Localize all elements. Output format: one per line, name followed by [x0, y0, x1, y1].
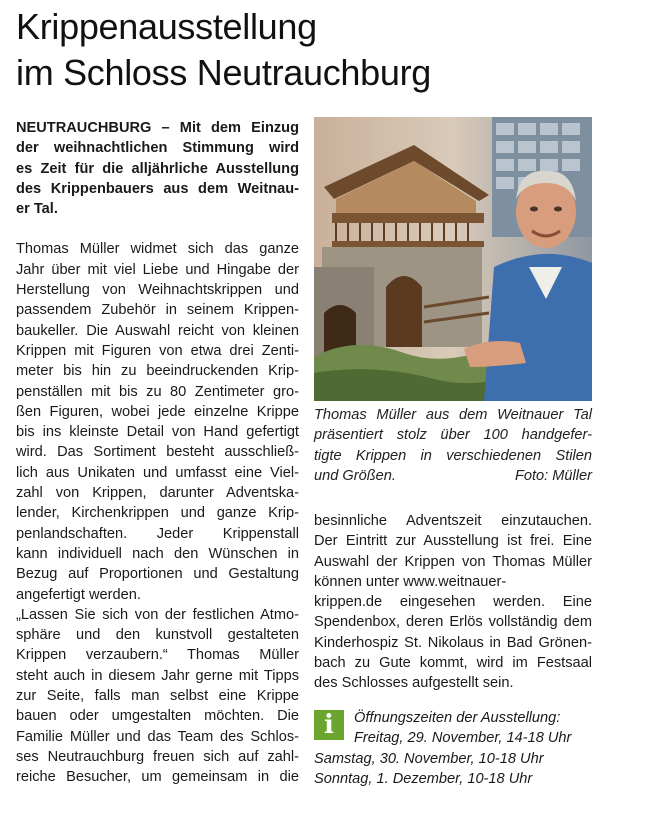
body-text-left: [16, 239, 299, 787]
body-line: Spendenbox, deren Erlös vollständig dem: [314, 614, 592, 631]
body-line: ßen Figuren, wobei jede einzelne Krippe: [16, 403, 299, 420]
caption-line: und Größen.: [314, 467, 396, 484]
body-line: bach zu Gute kommt, wird im Festsaal: [314, 655, 592, 672]
caption-line: präsentiert stolz über 100 handgefer-: [314, 427, 592, 444]
body-line: Der Eintritt zur Ausstellung ist frei. Eine: [314, 533, 592, 550]
body-line: sphäre und den kunstvoll gestalteten: [16, 627, 299, 644]
body-line: zahl von Krippen, darunter Adventska-: [16, 485, 299, 502]
body-line: des Schlosses aufgestellt sein.: [314, 675, 514, 692]
headline-line: im Schloss Neutrauchburg: [16, 52, 431, 93]
lead-line: es Zeit für die alljährliche Ausstellung: [16, 160, 299, 177]
body-line: kann individuell nach den Wünschen in: [16, 545, 299, 562]
body-line: „Lassen Sie sich von der festlichen Atmo-: [16, 606, 299, 623]
opening-hours-line: Freitag, 29. November, 14-18 Uhr: [354, 730, 572, 747]
lead-line: er Tal.: [16, 201, 58, 218]
photo-caption: [314, 405, 592, 486]
body-line: ses Neutrauchburg freuen sich auf zahl-: [16, 748, 299, 765]
article-photo: [314, 117, 592, 401]
photo-credit: Foto: Müller: [514, 467, 592, 484]
left-column: [16, 118, 299, 788]
body-line: meter bis hin zu beeindruckenden Krip-: [16, 363, 299, 380]
body-line: können unter www.weitnauer-: [314, 573, 507, 590]
article-lead: [16, 118, 299, 219]
caption-line: tigte Krippen in verschiedenen Stilen: [314, 447, 592, 464]
body-line: zur Seite, falls man selbst eine Krippe: [16, 688, 299, 705]
body-line: Krippen verzaubern.“ Thomas Müller: [16, 647, 299, 664]
body-line: lender, Kirchenkrippen und ganze Krip-: [16, 505, 299, 522]
body-line: penställen mit bis zu 80 Zentimeter gro-: [16, 383, 299, 400]
body-line: Familie Müller und das Team des Schlos-: [16, 728, 299, 745]
body-line: Herstellung von Weihnachtskrippen und: [16, 282, 299, 299]
body-line: krippen.de eingesehen werden. Eine: [314, 594, 592, 611]
body-line: Jahr über mit viel Liebe und Hingabe der: [16, 261, 299, 278]
body-line: Bezug auf Proportionen und Gestaltung: [16, 566, 299, 583]
body-line: wird. Das Sortiment besteht ausschließ-: [16, 444, 299, 461]
body-line: bauen oder umgestalten möchten. Die: [16, 708, 299, 725]
article-headline: [16, 4, 636, 96]
body-text-right: [314, 511, 592, 694]
body-line: baukeller. Die Auswahl reicht von kleinen: [16, 322, 299, 339]
body-line: bis ins kleinste Detail von Hand gefertigt: [16, 424, 299, 441]
opening-hours-title: Öffnungszeiten der Ausstellung:: [354, 710, 561, 726]
body-line: penlandschaften. Jeder Krippenstall: [16, 525, 299, 542]
body-line: Kinderhospiz St. Nikolaus in Bad Grönen-: [314, 634, 592, 651]
body-line: lich aus Unikaten und umfasst eine Viel-: [16, 464, 299, 481]
body-line: besinnliche Adventszeit einzutauchen.: [314, 513, 592, 529]
caption-line: Thomas Müller aus dem Weitnauer Tal: [314, 407, 592, 423]
body-line: Krippen mit Figuren von etwa drei Zenti-: [16, 342, 299, 359]
body-line: reiche Besucher, um gemeinsam in die: [16, 769, 299, 786]
lead-line: NEUTRAUCHBURG – Mit dem Einzug: [16, 120, 299, 136]
lead-line: des Krippenbauers aus dem Weitnau-: [16, 180, 299, 197]
body-line: angefertigt werden.: [16, 586, 141, 603]
headline-line: Krippenausstellung: [16, 6, 317, 47]
lead-line: der weihnachtlichen Stimmung wird: [16, 140, 299, 157]
opening-hours-box: [314, 708, 594, 789]
body-line: Auswahl der Krippen von Thomas Müller: [314, 553, 592, 570]
body-line: passendem Zubehör in seinem Krippen-: [16, 302, 299, 319]
body-line: Thomas Müller widmet sich das ganze: [16, 241, 299, 258]
info-icon: i: [314, 710, 344, 740]
caption-last-line: [314, 466, 592, 486]
opening-hours-line: Sonntag, 1. Dezember, 10-18 Uhr: [314, 770, 533, 787]
body-line: steht auch in diesem Jahr gerne mit Tipps: [16, 667, 299, 684]
opening-hours-line: Samstag, 30. November, 10-18 Uhr: [314, 750, 544, 767]
nativity-crib-photo: [314, 117, 592, 401]
